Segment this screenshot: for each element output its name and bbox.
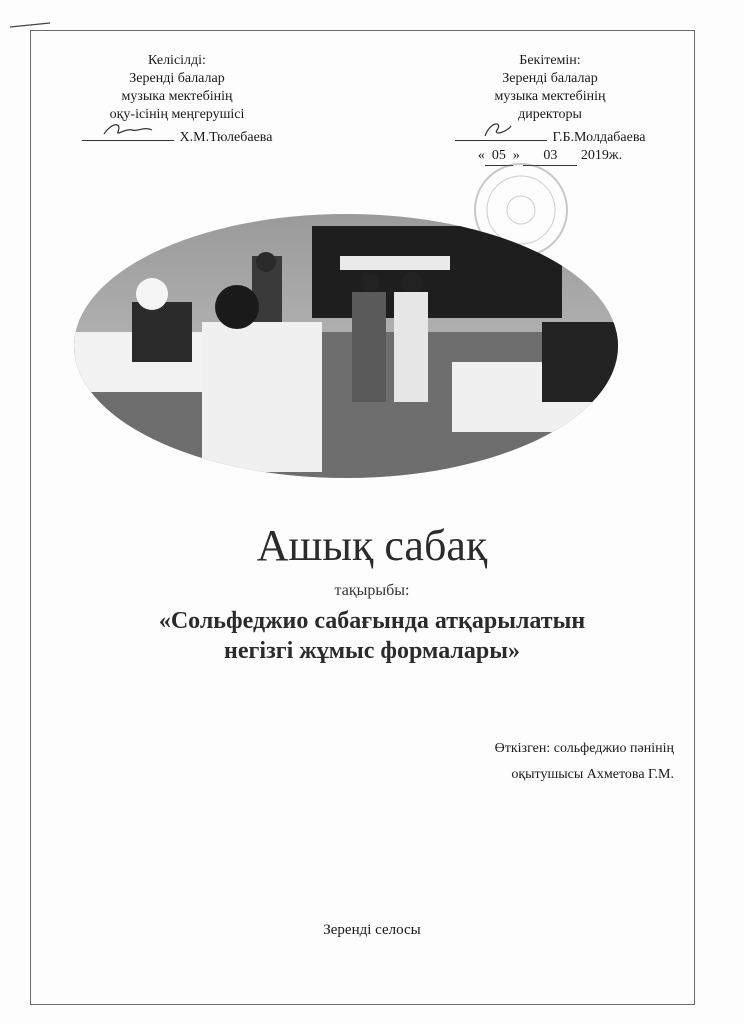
approved-heading: Бекітемін:: [519, 53, 581, 68]
handwritten-signature: [455, 118, 547, 140]
signature-line: [455, 128, 547, 141]
agreed-line1: Зеренді балалар: [129, 71, 225, 86]
approved-line1: Зеренді балалар: [502, 71, 598, 86]
approved-line3: директоры: [518, 107, 582, 122]
topic-line-2: негізгі жұмыс формалары»: [224, 638, 520, 664]
approved-block: [440, 52, 660, 166]
approved-signature-row: [440, 128, 660, 147]
topic-line-1: «Сольфеджио сабағында атқарылатын: [158, 608, 586, 634]
agreed-line3: оқу-ісінің меңгерушісі: [109, 107, 245, 122]
date-year: 2019ж.: [580, 148, 623, 163]
signature-line: [82, 128, 174, 141]
page-title: Ашық сабақ: [256, 521, 488, 570]
page-border: [30, 30, 695, 1005]
village-name: Зеренді селосы: [323, 922, 421, 938]
approval-date: « 05 » 03 2019ж.: [440, 147, 660, 166]
approved-signer: Г.Б.Молдабаева: [552, 130, 646, 145]
topic-label: тақырыбы:: [334, 582, 410, 599]
pen-mark: [8, 22, 52, 28]
conducted-line-2: оқытушысы Ахметова Г.М.: [511, 767, 674, 782]
date-day: 05: [485, 147, 513, 166]
handwritten-signature: [82, 118, 174, 140]
lesson-topic: [72, 606, 672, 666]
approved-line2: музыка мектебінің: [494, 89, 606, 104]
classroom-photo: [72, 212, 620, 480]
conducted-by: [495, 736, 674, 788]
agreed-block: [72, 52, 282, 147]
agreed-line2: музыка мектебінің: [121, 89, 233, 104]
agreed-signature-row: [72, 128, 282, 147]
date-month: 03: [523, 147, 577, 166]
agreed-heading: Келісілді:: [148, 53, 206, 68]
conducted-line-1: Өткізген: сольфеджио пәнінің: [494, 741, 674, 756]
agreed-signer: Х.М.Тюлебаева: [179, 130, 273, 145]
